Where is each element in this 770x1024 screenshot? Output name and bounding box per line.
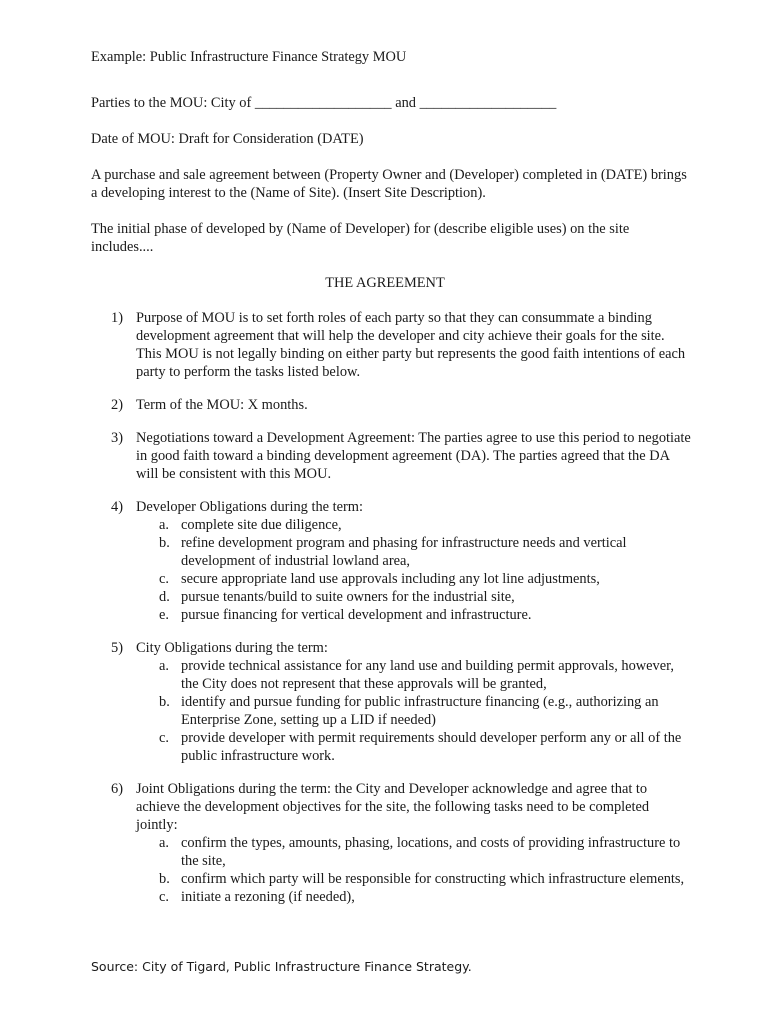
sub-item-letter: b. — [159, 694, 170, 710]
document-title: Example: Public Infrastructure Finance Strategy MOU — [91, 49, 407, 65]
sub-item-text: confirm which party will be responsible for constructing which infrastructure elements, — [181, 871, 685, 887]
source-footer: Source: City of Tigard, Public Infrastructure Finance Strategy. — [91, 959, 472, 974]
list-item — [91, 396, 691, 414]
purchase-paragraph: A purchase and sale agreement between (Property Owner and (Developer) completed in (DATE) brings a developing interest to the (Name of Site). (Insert Site Description). — [91, 167, 687, 201]
sub-item-letter: d. — [159, 589, 170, 605]
sub-list-item — [136, 588, 691, 606]
sub-list-item — [136, 516, 691, 534]
item-text: Joint Obligations during the term: the City and Developer acknowledge and agree that to achieve the development objectives for the site, the following tasks need to be completed jointly: — [136, 781, 650, 833]
sub-item-text: confirm the types, amounts, phasing, locations, and costs of providing infrastructure to the site, — [181, 835, 681, 869]
sub-item-letter: e. — [159, 607, 169, 623]
sub-item-text: provide technical assistance for any land use and building permit approvals, however, the City does not represent that these approvals will be granted, — [181, 658, 674, 692]
sub-item-text: pursue financing for vertical development and infrastructure. — [181, 607, 532, 623]
sub-item-letter: c. — [159, 571, 169, 587]
sub-item-text: complete site due diligence, — [181, 517, 342, 533]
sub-item-text: identify and pursue funding for public infrastructure financing (e.g., authorizing an Enterprise Zone, setting up a LID if needed) — [181, 694, 659, 728]
item-number: 3) — [111, 430, 123, 446]
phase-paragraph: The initial phase of developed by (Name of Developer) for (describe eligible uses) on the site includes.... — [91, 221, 630, 255]
item-number: 6) — [111, 781, 123, 797]
sub-list-item — [136, 870, 691, 888]
list-item — [91, 498, 691, 624]
sub-list-item — [136, 534, 691, 570]
sub-item-text: pursue tenants/build to suite owners for the industrial site, — [181, 589, 515, 605]
sub-item-letter: b. — [159, 535, 170, 551]
sub-item-text: initiate a rezoning (if needed), — [181, 889, 355, 905]
item-number: 5) — [111, 640, 123, 656]
item-number: 4) — [111, 499, 123, 515]
list-item — [91, 309, 691, 381]
item-text: Negotiations toward a Development Agreement: The parties agree to use this period to negotiate in good faith toward a binding development agreement (DA). The parties agreed that the DA will be consistent with this MOU. — [136, 430, 691, 482]
sub-item-letter: a. — [159, 517, 169, 533]
sub-list — [136, 657, 691, 765]
sub-item-letter: b. — [159, 871, 170, 887]
list-item — [91, 429, 691, 483]
sub-list — [136, 516, 691, 624]
sub-list-item — [136, 570, 691, 588]
sub-list-item — [136, 693, 691, 729]
sub-item-text: secure appropriate land use approvals including any lot line adjustments, — [181, 571, 600, 587]
sub-list-item — [136, 657, 691, 693]
sub-list-item — [136, 834, 691, 870]
item-text: City Obligations during the term: — [136, 640, 328, 656]
sub-item-text: refine development program and phasing for infrastructure needs and vertical development of industrial lowland area, — [181, 535, 627, 569]
sub-list — [136, 834, 691, 906]
sub-list-item — [136, 606, 691, 624]
parties-line: Parties to the MOU: City of ___________________ and ___________________ — [91, 95, 557, 111]
sub-list-item — [136, 888, 691, 906]
sub-item-letter: a. — [159, 835, 169, 851]
item-number: 1) — [111, 310, 123, 326]
sub-item-letter: c. — [159, 730, 169, 746]
item-text: Term of the MOU: X months. — [136, 397, 308, 413]
item-number: 2) — [111, 397, 123, 413]
sub-item-text: provide developer with permit requirements should developer perform any or all of the public infrastructure work. — [181, 730, 682, 764]
item-text: Developer Obligations during the term: — [136, 499, 363, 515]
agreement-heading: THE AGREEMENT — [325, 275, 445, 291]
agreement-list — [91, 309, 691, 921]
sub-item-letter: a. — [159, 658, 169, 674]
item-text: Purpose of MOU is to set forth roles of each party so that they can consummate a binding development agreement that will help the developer and city achieve their goals for the site. This MOU is not legally binding on either party but represents the good faith intentions of each party to perform the tasks listed below. — [136, 310, 686, 380]
sub-item-letter: c. — [159, 889, 169, 905]
list-item — [91, 780, 691, 906]
date-line: Date of MOU: Draft for Consideration (DATE) — [91, 131, 364, 147]
sub-list-item — [136, 729, 691, 765]
list-item — [91, 639, 691, 765]
